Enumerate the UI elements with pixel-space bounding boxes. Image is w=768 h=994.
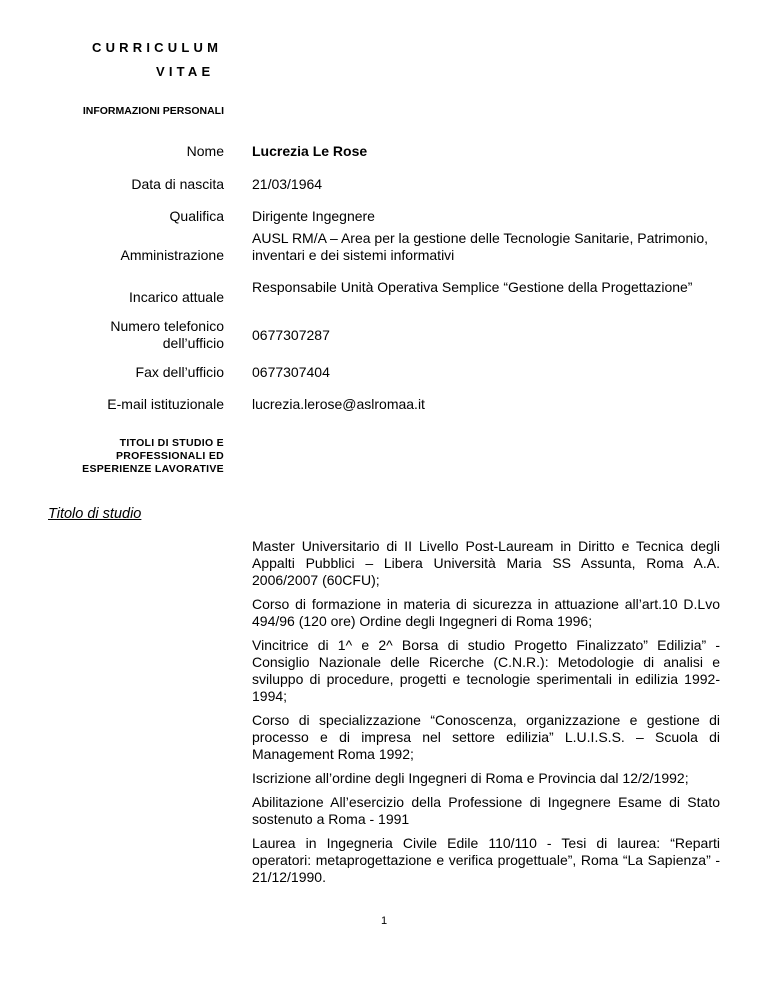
section-heading-titoli: TITOLI DI STUDIO E PROFESSIONALI ED ESPERIENZE LAVORATIVE	[82, 437, 224, 475]
value-data-di-nascita: 21/03/1964	[252, 176, 323, 192]
studies-list	[252, 538, 720, 893]
list-item: Abilitazione All’esercizio della Professione di Ingegnere Esame di Stato sostenuto a Roma - 1991	[252, 794, 720, 827]
list-item: Corso di specializzazione “Conoscenza, organizzazione e gestione di processo e di impresa nel settore edilizia” L.U.I.S.S. – Scuola di Management Roma 1992;	[252, 712, 720, 762]
value-email: lucrezia.lerose@aslromaa.it	[252, 396, 425, 412]
value-numero-telefonico: 0677307287	[252, 327, 330, 343]
label-nome: Nome	[186, 143, 224, 159]
cv-title-line2: VITAE	[156, 64, 215, 79]
list-item: Vincitrice di 1^ e 2^ Borsa di studio Progetto Finalizzato” Edilizia” - Consiglio Nazionale delle Ricerche (C.N.R.): Metodologie di analisi e sviluppo di procedure, progetti e tecnologie sperimentali in edilizia 1992-1994;	[252, 637, 720, 704]
label-qualifica: Qualifica	[169, 208, 224, 224]
list-item: Laurea in Ingegneria Civile Edile 110/110 - Tesi di laurea: “Reparti operatori: metaprogettazione e verifica progettuale”, Roma “La Sapienza” - 21/12/1990.	[252, 835, 720, 885]
list-item: Corso di formazione in materia di sicurezza in attuazione all’art.10 D.Lvo 494/96 (120 ore) Ordine degli Ingegneri di Roma 1996;	[252, 596, 720, 629]
value-qualifica: Dirigente Ingegnere	[252, 208, 375, 224]
value-nome: Lucrezia Le Rose	[252, 143, 368, 159]
label-amministrazione: Amministrazione	[120, 247, 224, 263]
label-fax: Fax dell’ufficio	[135, 364, 224, 380]
label-data-di-nascita: Data di nascita	[131, 176, 224, 192]
page-number: 1	[380, 915, 388, 927]
cv-title-line1: CURRICULUM	[92, 40, 223, 55]
list-item: Master Universitario di II Livello Post-Lauream in Diritto e Tecnica degli Appalti Pubblici – Libera Università Maria SS Assunta, Roma A.A. 2006/2007 (60CFU);	[252, 538, 720, 588]
list-item: Iscrizione all’ordine degli Ingegneri di Roma e Provincia dal 12/2/1992;	[252, 770, 689, 786]
value-incarico-attuale: Responsabile Unità Operativa Semplice “Gestione della Progettazione”	[252, 279, 693, 295]
label-incarico-attuale: Incarico attuale	[129, 289, 224, 305]
label-numero-telefonico: Numero telefonico dell’ufficio	[110, 318, 224, 351]
value-amministrazione: AUSL RM/A – Area per la gestione delle Tecnologie Sanitarie, Patrimonio, inventari e dei sistemi informativi	[252, 230, 709, 263]
subheading-titolo-di-studio: Titolo di studio	[48, 506, 142, 522]
label-email: E-mail istituzionale	[107, 396, 224, 412]
value-fax: 0677307404	[252, 364, 330, 380]
section-heading-personal-info: INFORMAZIONI PERSONALI	[82, 105, 224, 117]
